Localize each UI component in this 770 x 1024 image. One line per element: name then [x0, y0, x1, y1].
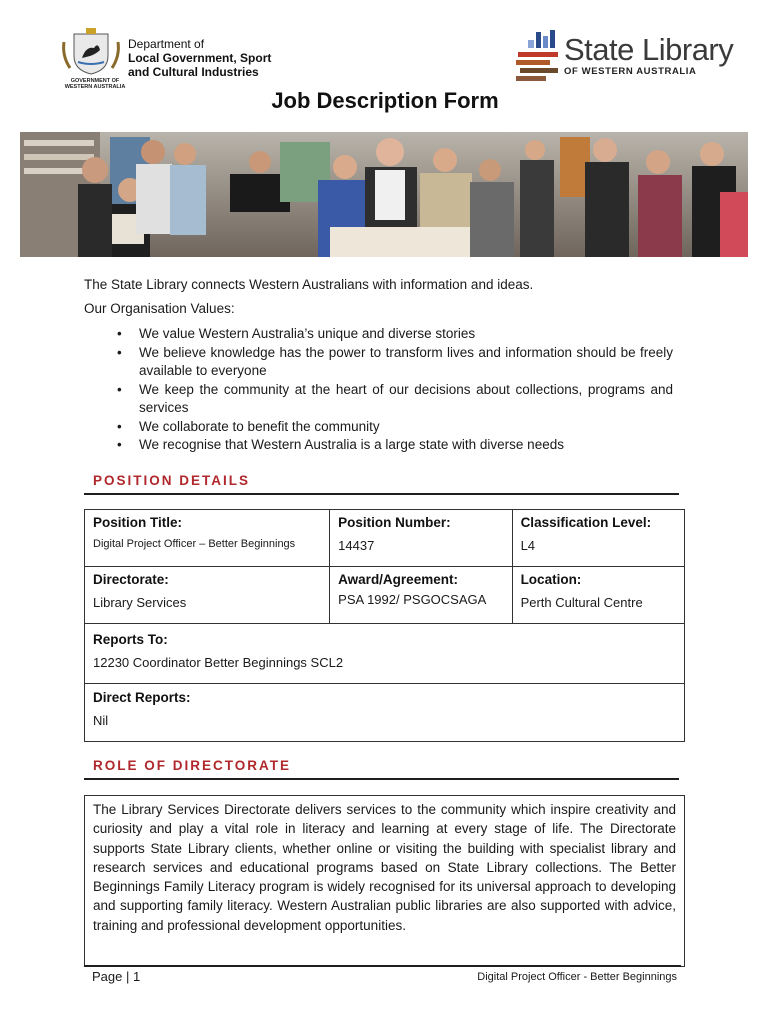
bullet-icon: • [117, 381, 122, 397]
classification-value: L4 [520, 538, 536, 553]
location-label: Location: [520, 572, 582, 587]
values-heading: Our Organisation Values: [84, 301, 235, 316]
page-number: Page | 1 [92, 969, 141, 984]
footer-doc-title: Digital Project Officer - Better Beginnings [477, 971, 677, 983]
library-statement: The State Library connects Western Australians with information and ideas. [84, 277, 534, 292]
directorate-value: Library Services [93, 595, 187, 610]
role-of-directorate-heading: ROLE OF DIRECTORATE [84, 758, 679, 780]
reports-to-value: 12230 Coordinator Better Beginnings SCL2 [93, 655, 344, 670]
department-name [128, 37, 271, 79]
position-number-value: 14437 [338, 538, 375, 553]
dept-line-1: Department of [128, 37, 205, 51]
list-item: • We collaborate to benefit the community [117, 418, 673, 437]
library-staff-photo-icon [20, 132, 748, 257]
directorate-label: Directorate: [93, 572, 169, 587]
direct-reports-label: Direct Reports: [93, 690, 191, 705]
position-details-table [84, 509, 685, 742]
list-item: • We recognise that Western Australia is a large state with diverse needs [117, 436, 673, 455]
role-of-directorate-text: The Library Services Directorate delivers services to the community which inspire creativity and curiosity and play a vital role in literacy and learning at every stage of life. The Directorate supports State Library clients, whether online or visiting the building with specialist library and research services and educational programs based on State Library collections. The Better Beginnings Family Literacy program is widely recognised for its universal approach to developing and supporting family literacy. Western Australian public libraries are also supported with advice, training and professional development opportunities. [84, 795, 685, 967]
reports-to-label: Reports To: [93, 632, 168, 647]
page-title: Job Description Form [271, 88, 499, 113]
position-title-value: Digital Project Officer – Better Beginnings [93, 538, 296, 550]
bullet-icon: • [117, 418, 122, 434]
position-title-label: Position Title: [93, 515, 183, 530]
library-title: State Library [564, 32, 734, 67]
location-value: Perth Cultural Centre [520, 595, 643, 610]
dept-line-2: Local Government, Sport [128, 51, 272, 65]
classification-label: Classification Level: [520, 515, 652, 530]
bullet-icon: • [117, 326, 122, 341]
state-library-logo [514, 30, 734, 92]
table-row [85, 624, 684, 684]
table-row [85, 684, 684, 741]
dept-caption: GOVERNMENT OF WESTERN AUSTRALIA [64, 78, 126, 90]
crest-icon [60, 28, 122, 76]
page-footer [84, 965, 681, 984]
direct-reports-value: Nil [93, 713, 109, 728]
dept-line-3: and Cultural Industries [128, 65, 259, 79]
values-list [84, 325, 684, 455]
position-details-heading: POSITION DETAILS [84, 473, 679, 495]
state-library-mark-icon [514, 30, 560, 88]
library-subtitle: OF WESTERN AUSTRALIA [564, 66, 697, 77]
bullet-icon: • [117, 437, 122, 452]
award-label: Award/Agreement: [338, 572, 458, 587]
banner-photo [20, 132, 748, 257]
table-row [85, 567, 684, 624]
position-number-label: Position Number: [338, 515, 451, 530]
intro-section [84, 275, 684, 455]
list-item: • We believe knowledge has the power to transform lives and information should be freely available to everyone [117, 344, 673, 378]
list-item: • We value Western Australia’s unique and diverse stories [117, 325, 673, 344]
list-item: • We keep the community at the heart of our decisions about collections, programs and services [117, 381, 673, 415]
bullet-icon: • [117, 344, 122, 360]
award-value: PSA 1992/ PSGOCSAGA [338, 592, 487, 607]
table-row [85, 510, 684, 567]
